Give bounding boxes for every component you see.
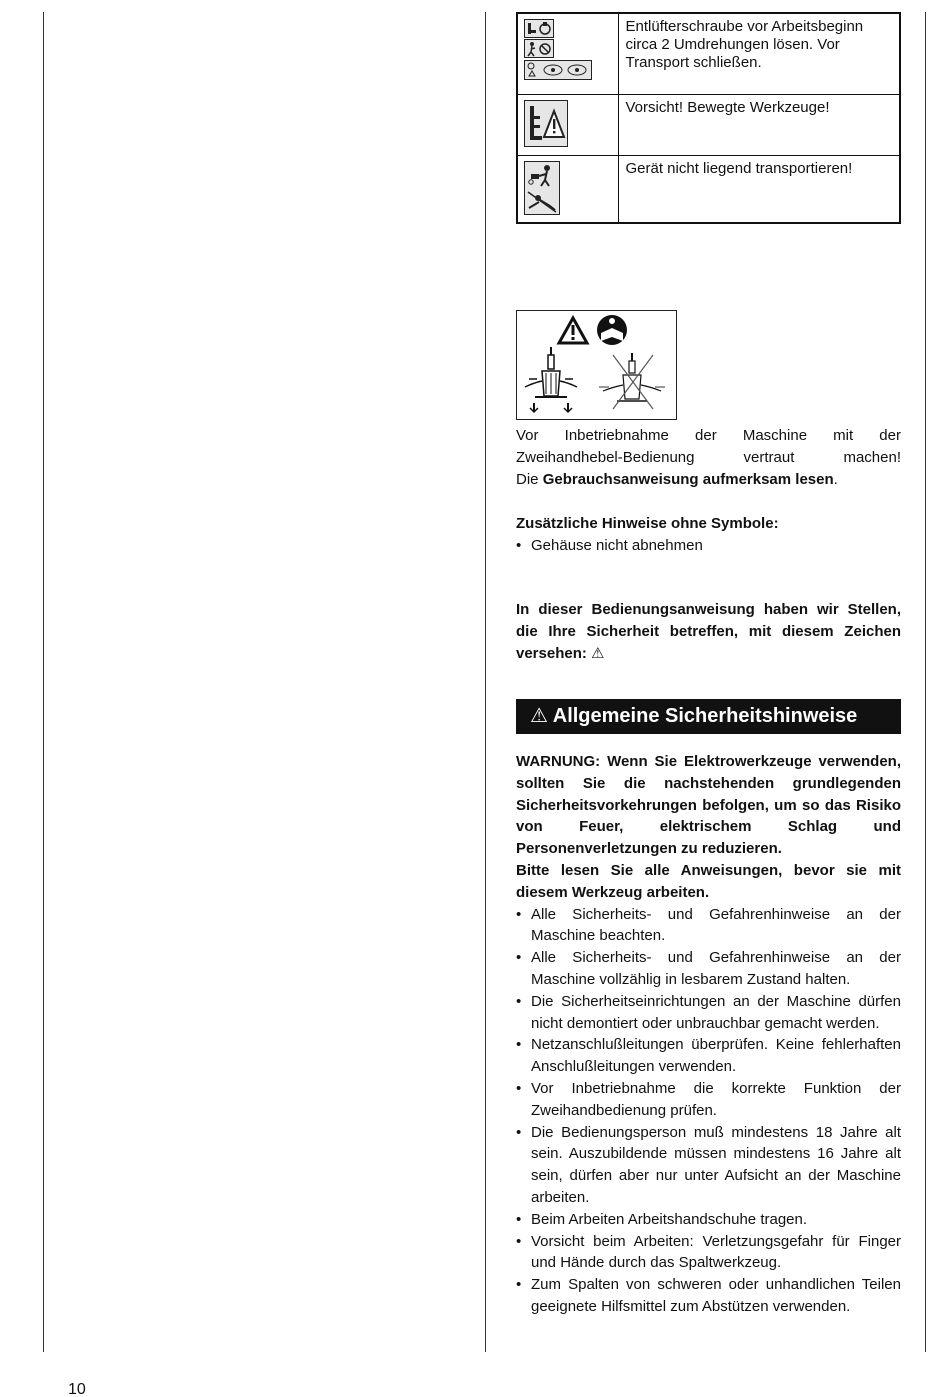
column-divider-rule bbox=[485, 12, 486, 1352]
symbol-row bbox=[517, 13, 900, 94]
symbol-table bbox=[516, 12, 901, 224]
left-margin-rule bbox=[43, 12, 44, 1352]
read-instructions-text: Bitte lesen Sie alle Anweisungen, bevor sie mit diesem Werkzeug arbeiten. bbox=[516, 861, 901, 901]
list-item: • Die Bedienungsperson muß mindestens 18 Jahre alt sein. Auszubildende müssen mindestens 16 Jahre alt sein, dürfen aber nur unter Aufsicht an der Maschine arbeiten. bbox=[516, 1122, 901, 1209]
symbol-cell bbox=[517, 13, 618, 94]
operation-illustration bbox=[516, 310, 677, 420]
read-manual-icon bbox=[597, 315, 627, 345]
symbol-row bbox=[517, 155, 900, 223]
warning-text: WARNUNG: Wenn Sie Elektrowerkzeuge verwenden, sollten Sie die nachstehenden grundlegenden Sicherheitsvorkehrungen befolgen, um so das Risiko von Feuer, elektrischem Schlag und Personenverletzungen zu reduzieren. bbox=[516, 753, 901, 858]
safety-note-text: In dieser Bedienungsanweisung haben wir Stellen, die Ihre Sicherheit betreffen, mit diesem Zeichen versehen: ⚠ bbox=[516, 601, 901, 662]
list-item: • Die Sicherheitseinrichtungen an der Maschine dürfen nicht demontiert oder unbrauchbar gemacht werden. bbox=[516, 991, 901, 1035]
manual-line: Die Gebrauchsanweisung aufmerksam lesen. bbox=[516, 470, 838, 488]
symbol-row bbox=[517, 94, 900, 155]
symbol-cell bbox=[517, 155, 618, 223]
page-number: 10 bbox=[68, 1381, 86, 1397]
list-item: • Zum Spalten von schweren oder unhandlichen Teilen geeignete Hilfsmittel zum Abstützen verwenden. bbox=[516, 1274, 901, 1318]
warning-triangle-icon bbox=[559, 318, 587, 343]
intro-paragraph bbox=[516, 425, 901, 490]
read-manual-emphasis: Gebrauchsanweisung aufmerksam lesen bbox=[542, 470, 834, 488]
wrong-splitting-icon bbox=[599, 353, 665, 409]
general-safety-section bbox=[516, 751, 901, 1318]
additional-heading: Zusätzliche Hinweise ohne Symbole: bbox=[516, 515, 779, 532]
intro-line: Vor Inbetriebnahme der Maschine mit der Zweihandhebel-Bedienung vertraut machen! bbox=[516, 427, 901, 466]
list-item: • Gehäuse nicht abnehmen bbox=[516, 535, 901, 557]
additional-notes bbox=[516, 513, 901, 557]
moving-tools-warning-icon bbox=[524, 100, 568, 147]
safety-list bbox=[516, 904, 901, 1318]
symbol-cell bbox=[517, 94, 618, 155]
symbol-text: Gerät nicht liegend transportieren! bbox=[618, 155, 900, 223]
section-heading: ⚠ Allgemeine Sicherheitshinweise bbox=[516, 699, 901, 734]
safety-symbol-note bbox=[516, 599, 901, 664]
symbol-text: Entlüfterschraube vor Arbeitsbeginn circa 2 Umdrehungen lösen. Vor Transport schließen. bbox=[618, 13, 900, 94]
list-item: • Beim Arbeiten Arbeitshandschuhe tragen. bbox=[516, 1209, 901, 1231]
list-item: • Alle Sicherheits- und Gefahrenhinweise an der Maschine beachten. bbox=[516, 904, 901, 948]
bleed-screw-icon bbox=[524, 19, 612, 80]
correct-splitting-icon bbox=[525, 347, 577, 412]
additional-list bbox=[516, 535, 901, 557]
list-item: • Netzanschlußleitungen überprüfen. Keine fehlerhaften Anschlußleitungen verwenden. bbox=[516, 1034, 901, 1078]
no-lying-transport-icon bbox=[524, 161, 560, 215]
right-margin-rule bbox=[925, 12, 926, 1352]
list-item: • Alle Sicherheits- und Gefahrenhinweise an der Maschine vollzählig in lesbarem Zustand halten. bbox=[516, 947, 901, 991]
list-item: • Vor Inbetriebnahme die korrekte Funktion der Zweihandbedienung prüfen. bbox=[516, 1078, 901, 1122]
symbol-text: Vorsicht! Bewegte Werkzeuge! bbox=[618, 94, 900, 155]
list-item: • Vorsicht beim Arbeiten: Verletzungsgefahr für Finger und Hände durch das Spaltwerkzeug. bbox=[516, 1231, 901, 1275]
